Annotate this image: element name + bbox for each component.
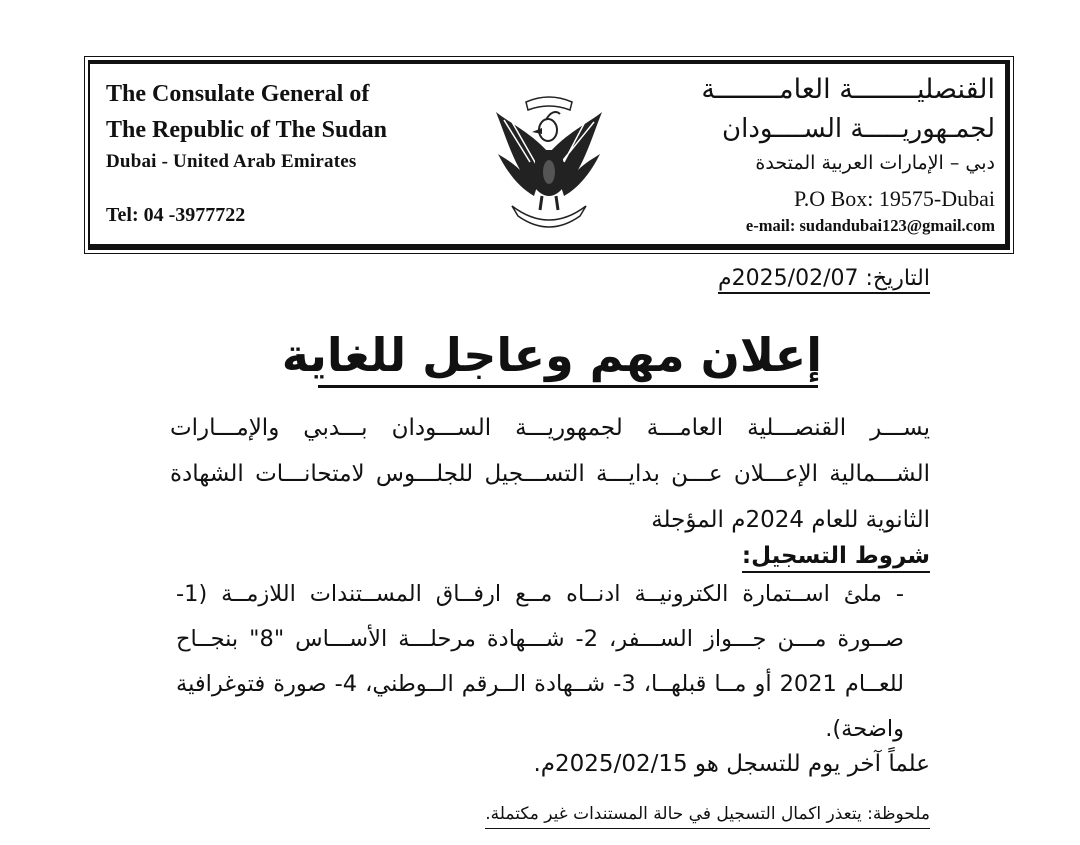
telephone: Tel: 04 -3977722 (106, 204, 246, 226)
footnote: ملحوظة: يتعذر اكمال التسجيل في حالة المستندات غير مكتملة. (485, 800, 930, 829)
english-letterhead (106, 76, 387, 176)
location-en: Dubai - United Arab Emirates (106, 151, 357, 172)
title-underline (318, 385, 818, 388)
condition-item: - ملئ اســتمارة الكترونيــة ادنــاه مــع ارفــاق المســتندات اللازمــة (1- صــورة مـــن جـــواز الســـفر، 2- شـــهادة مرحلـــة الأســـاس "8" بنجــاح للعــام 2021 أو مــا قبلهــا، 3- شــهادة الــرقم الــوطني، 4- صورة فتوغرافية واضحة). (176, 581, 905, 742)
email-address: e-mail: sudandubai123@gmail.com (745, 216, 995, 235)
announcement-title: إعلان مهم وعاجل للغاية (281, 328, 822, 382)
announcement-body: يســـر القنصـــلية العامـــة لجمهوريـــة الســـودان بـــدبي والإمـــارات الشـــمالية الإعـــلان عـــن بدايـــة التســـجيل للجلـــوس لامتحانـــات الشهادة الثانوية للعام 2024م المؤجلة (170, 415, 930, 533)
consulate-name-en: The Consulate General of (106, 81, 370, 107)
republic-name-ar: لجمـهوريـــــة الســــودان (722, 114, 995, 144)
arabic-letterhead (701, 70, 995, 178)
sudan-emblem-icon (490, 92, 608, 234)
republic-name-en: The Republic of The Sudan (106, 117, 387, 143)
po-box: P.O Box: 19575-Dubai (793, 186, 995, 211)
location-ar: دبي – الإمارات العربية المتحدة (755, 152, 995, 174)
consulate-name-ar: القنصليــــــــة العامــــــــة (701, 74, 995, 105)
letterhead (88, 60, 1010, 250)
deadline-note: علماً آخر يوم للتسجل هو 2025/02/15م. (533, 751, 930, 777)
document-date: التاريخ: 2025/02/07م (718, 266, 930, 294)
conditions-heading: شروط التسجيل: (742, 541, 930, 573)
